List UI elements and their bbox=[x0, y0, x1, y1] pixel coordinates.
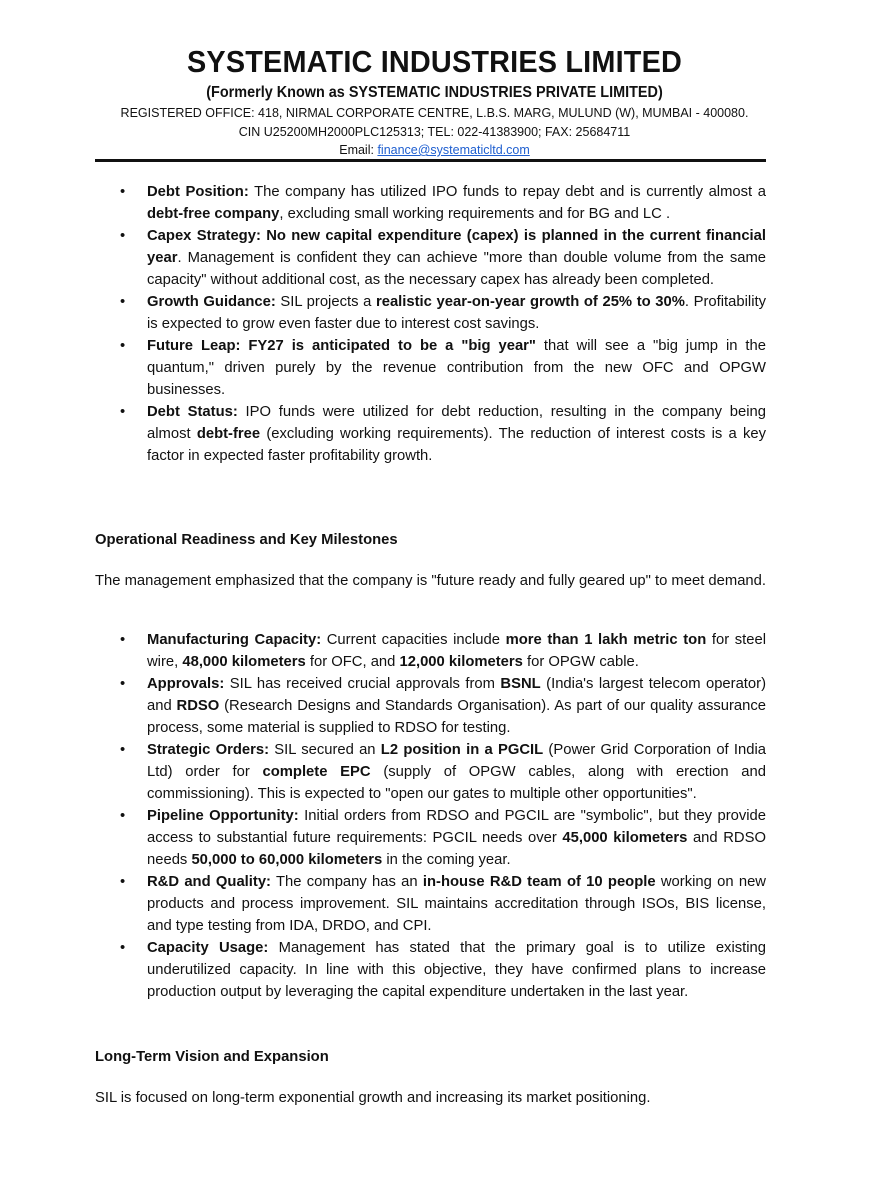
bold-text: Debt Position: bbox=[147, 184, 249, 200]
email-line bbox=[0, 143, 869, 157]
list-item bbox=[95, 335, 766, 401]
list-item bbox=[95, 937, 766, 1003]
bold-text: BSNL bbox=[500, 676, 541, 692]
section-operational bbox=[95, 529, 766, 592]
bold-text: debt-free company bbox=[147, 206, 280, 222]
text: (Research Designs and Standards Organisation). As part of our quality assurance process, some material is supplied to RDSO for testing. bbox=[147, 698, 766, 736]
bold-text: Future Leap: FY27 is anticipated to be a "big year" bbox=[147, 338, 536, 354]
bold-text: Pipeline Opportunity: bbox=[147, 808, 299, 824]
list-item bbox=[95, 739, 766, 805]
text: (Power Grid Corporation of India Ltd) order for bbox=[147, 742, 766, 780]
bold-text: in-house R&D team of 10 people bbox=[422, 874, 656, 890]
bold-text: Debt Status: bbox=[147, 404, 238, 420]
text: The company has an bbox=[270, 874, 423, 890]
list-item bbox=[95, 805, 766, 871]
email-link[interactable]: finance@systematicltd.com bbox=[377, 143, 530, 157]
text: The company has utilized IPO funds to repay debt and is currently almost a bbox=[248, 184, 766, 200]
bold-text: Growth Guidance: bbox=[147, 294, 276, 310]
cin-contact: CIN U25200MH2000PLC125313; TEL: 022-41383900; FAX: 25684711 bbox=[238, 125, 631, 139]
bold-text: Capex Strategy: No new capital expenditure (capex) is planned in the current financial year bbox=[147, 228, 766, 266]
text: Current capacities include bbox=[321, 632, 506, 648]
bold-text: L2 position in a PGCIL bbox=[380, 742, 544, 758]
bold-text: more than 1 lakh metric ton bbox=[505, 632, 707, 648]
bold-text: debt-free bbox=[196, 426, 261, 442]
text: SIL has received crucial approvals from bbox=[224, 676, 501, 692]
list-item bbox=[95, 673, 766, 739]
text: that will see a "big jump in the quantum," driven purely by the revenue contribution from the new OFC and OPGW businesses. bbox=[147, 338, 766, 398]
section-intro: The management emphasized that the company is "future ready and fully geared up" to meet demand. bbox=[95, 573, 767, 589]
bullet-list-operational bbox=[95, 629, 766, 1003]
text: for OFC, and bbox=[305, 654, 400, 670]
text: (India's largest telecom operator) and bbox=[147, 676, 767, 714]
text: for OPGW cable. bbox=[522, 654, 639, 670]
bold-text: Strategic Orders: bbox=[147, 742, 270, 758]
list-item bbox=[95, 401, 766, 467]
text: . Management is confident they can achieve "more than double volume from the same capacity" without additional cost, as the necessary capex has already been completed. bbox=[147, 250, 766, 288]
text: , excluding small working requirements and for BG and LC . bbox=[279, 206, 671, 222]
bold-text: complete EPC bbox=[262, 764, 371, 780]
list-item bbox=[95, 291, 766, 335]
text: (excluding working requirements). The reduction of interest costs is a key factor in expected faster profitability growth. bbox=[147, 426, 766, 464]
bold-text: R&D and Quality: bbox=[147, 874, 271, 890]
former-name: (Formerly Known as SYSTEMATIC INDUSTRIES PRIVATE LIMITED) bbox=[206, 84, 663, 101]
list-item bbox=[95, 871, 766, 937]
bold-text: realistic year-on-year growth of 25% to 30% bbox=[375, 294, 685, 310]
text: IPO funds were utilized for debt reduction, resulting in the company being almost bbox=[147, 404, 766, 442]
bold-text: Approvals: bbox=[147, 676, 225, 692]
bold-text: 45,000 kilometers bbox=[562, 830, 688, 846]
section-heading: Long-Term Vision and Expansion bbox=[95, 1049, 329, 1065]
bold-text: Capacity Usage: bbox=[147, 940, 269, 956]
text: in the coming year. bbox=[382, 852, 511, 868]
bold-text: 50,000 to 60,000 kilometers bbox=[191, 852, 383, 868]
list-item bbox=[95, 225, 766, 291]
text: working on new products and process improvement. SIL maintains accreditation through ISOs, BIS license, and type testing from IDA, DRDO, and CPI. bbox=[147, 874, 766, 934]
email-label: Email: bbox=[339, 143, 378, 157]
registered-office: REGISTERED OFFICE: 418, NIRMAL CORPORATE CENTRE, L.B.S. MARG, MULUND (W), MUMBAI - 400080. bbox=[120, 106, 749, 120]
section-long-term bbox=[95, 1046, 766, 1109]
bullet-list-financial bbox=[95, 181, 766, 467]
bold-text: Manufacturing Capacity: bbox=[147, 632, 322, 648]
text: (supply of OPGW cables, along with erection and commissioning). This is expected to "open our gates to multiple other opportunities". bbox=[147, 764, 766, 802]
text: . Profitability is expected to grow even faster due to interest cost savings. bbox=[147, 294, 767, 332]
section-intro: SIL is focused on long-term exponential growth and increasing its market positioning. bbox=[95, 1090, 651, 1106]
text: for steel wire, bbox=[147, 632, 766, 670]
text: SIL projects a bbox=[275, 294, 376, 310]
company-name: SYSTEMATIC INDUSTRIES LIMITED bbox=[187, 44, 682, 79]
text: and RDSO needs bbox=[147, 830, 767, 868]
section-heading: Operational Readiness and Key Milestones bbox=[95, 532, 398, 548]
header-divider bbox=[95, 159, 766, 162]
list-item bbox=[95, 629, 766, 673]
text: Initial orders from RDSO and PGCIL are "symbolic", but they provide access to substantial future requirements: PGCIL needs over bbox=[147, 808, 766, 846]
bold-text: 48,000 kilometers bbox=[182, 654, 306, 670]
bold-text: RDSO bbox=[176, 698, 220, 714]
text: SIL secured an bbox=[269, 742, 381, 758]
bold-text: 12,000 kilometers bbox=[399, 654, 523, 670]
text: Management has stated that the primary goal is to utilize existing underutilized capacity. In line with this objective, they have confirmed plans to increase production output by leveraging the capital expenditure undertaken in the last year. bbox=[147, 940, 766, 1000]
list-item bbox=[95, 181, 766, 225]
